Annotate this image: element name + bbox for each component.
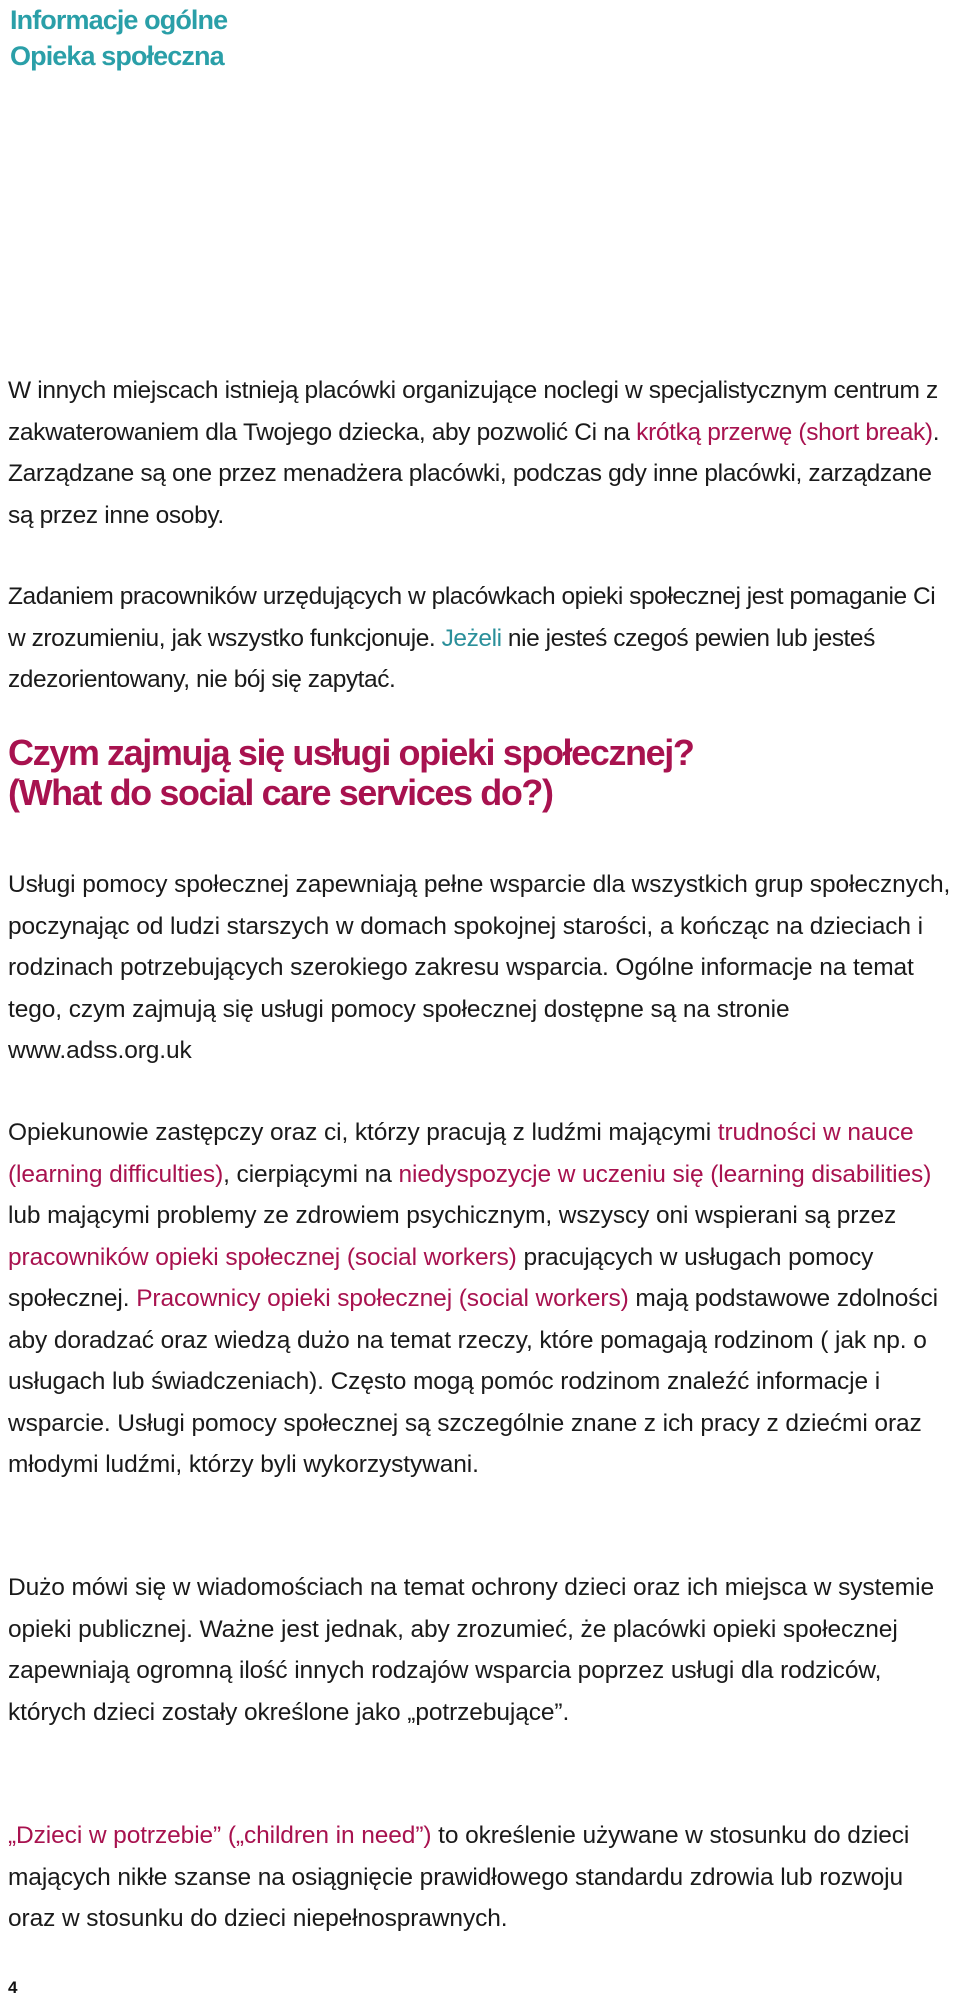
- section-heading: [8, 733, 953, 813]
- paragraph-child-protection: [8, 1567, 953, 1733]
- paragraph-text: W innych miejscach istnieją placówki organizujące noclegi w specjalistycznym centrum z zakwaterowaniem dla Twojego dziecka, aby pozwolić Ci na: [8, 377, 938, 446]
- social-workers-link[interactable]: pracowników opieki społecznej (social workers): [8, 1243, 517, 1271]
- page-header: [10, 2, 930, 74]
- paragraph-children-in-need: [8, 1815, 953, 1940]
- paragraph-social-workers: [8, 1112, 953, 1486]
- social-workers-link-2[interactable]: Pracownicy opieki społecznej (social workers): [136, 1285, 629, 1312]
- paragraph-text: nie jesteś czegoś pewien lub jesteś zdezorientowany, nie bój się zapytać.: [8, 624, 875, 693]
- paragraph-text: Opiekunowie zastępczy oraz ci, którzy pracują z ludźmi mającymi: [8, 1119, 718, 1146]
- section-heading-polish: Czym zajmują się usługi opieki społecznej?: [8, 732, 694, 773]
- paragraph-text: mają podstawowe zdolności aby doradzać oraz wiedzą dużo na temat rzeczy, które pomagają rodzinom ( jak np. o usługach lub świadczeniach). Często mogą pomóc rodzinom znaleźć informacje i wsparcie. Usługi pomocy społecznej są szczególnie znane z ich pracy z dziećmi oraz młodymi ludźmi, którzy byli wykorzystywani.: [8, 1285, 938, 1478]
- paragraph-social-care-services: [8, 864, 953, 1072]
- paragraph-text: Usługi pomocy społecznej zapewniają pełne wsparcie dla wszystkich grup społecznych, poczynając od ludzi starszych w domach spokojnej starości, a kończąc na dzieciach i rodzinach potrzebujących szerokiego zakresu wsparcia. Ogólne informacje na temat tego, czym zajmują się usługi pomocy społecznej dostępne są na stronie www.adss.org.uk: [8, 871, 951, 1064]
- short-break-link[interactable]: krótką przerwę (short break): [636, 418, 933, 446]
- paragraph-text: pracujących w usługach pomocy społecznej.: [8, 1243, 874, 1312]
- paragraph-short-breaks: [8, 370, 953, 536]
- highlighted-word: Jeżeli: [441, 624, 502, 652]
- paragraph-text: to określenie używane w stosunku do dzieci mających nikłe szanse na osiągnięcie prawidłowego standardu zdrowia lub rozwoju oraz w stosunku do dzieci niepełnosprawnych.: [8, 1822, 910, 1932]
- learning-difficulties-link[interactable]: trudności w nauce (learning difficulties): [8, 1119, 914, 1188]
- paragraph-text: , cierpiącymi na: [223, 1160, 399, 1188]
- paragraph-text: Dużo mówi się w wiadomościach na temat ochrony dzieci oraz ich miejsca w systemie opieki publicznej. Ważne jest jednak, aby zrozumieć, że placówki opieki społecznej zapewniają ogromną ilość innych rodzajów wsparcia poprzez usługi dla rodziców, których dzieci zostały określone jako „potrzebujące”.: [8, 1574, 934, 1726]
- paragraph-text: . Zarządzane są one przez menadżera placówki, podczas gdy inne placówki, zarządzane są przez inne osoby.: [8, 418, 940, 529]
- paragraph-text: lub mającymi problemy ze zdrowiem psychicznym, wszyscy oni wspierani są przez: [8, 1202, 897, 1229]
- paragraph-staff-role: [8, 576, 953, 701]
- paragraph-text: Zadaniem pracowników urzędujących w placówkach opieki społecznej jest pomaganie Ci w zrozumieniu, jak wszystko funkcjonuje.: [8, 583, 936, 652]
- learning-disabilities-link[interactable]: niedyspozycje w uczeniu się (learning disabilities): [398, 1160, 932, 1188]
- section-heading-english: (What do social care services do?): [8, 772, 553, 813]
- header-subsection-title: Opieka społeczna: [10, 41, 224, 71]
- header-section-title: Informacje ogólne: [10, 5, 228, 35]
- page-number: 4: [8, 1978, 18, 1997]
- children-in-need-link[interactable]: „Dzieci w potrzebie” („children in need”): [8, 1822, 432, 1849]
